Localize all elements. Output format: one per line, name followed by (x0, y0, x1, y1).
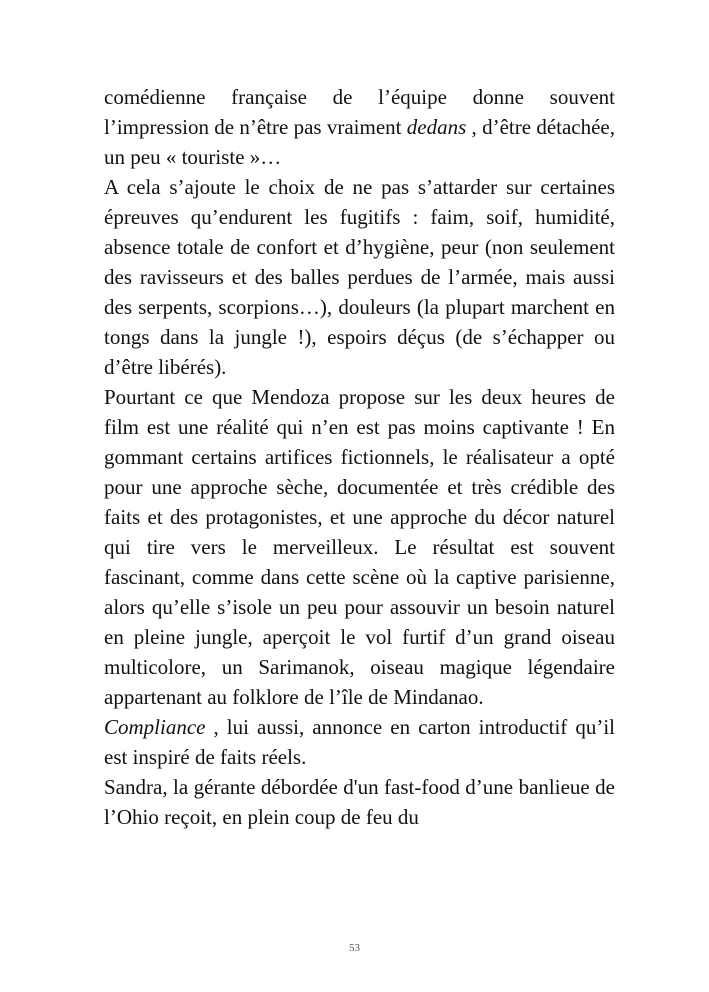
paragraph-4 (104, 712, 615, 772)
paragraph-4-text: , lui aussi, annonce en carton introductif qu’il est inspiré de faits réels. (104, 715, 615, 769)
paragraph-5: Sandra, la gérante débordée d'un fast-food d’une banlieue de l’Ohio reçoit, en plein coup de feu du (104, 775, 615, 829)
paragraph-1-text-before: comédienne française de l’équipe donne souvent l’impression de n’être pas vraiment (104, 85, 615, 139)
paragraph-2: A cela s’ajoute le choix de ne pas s’attarder sur certaines épreuves qu’endurent les fugitifs : faim, soif, humidité, absence totale de confort et d’hygiène, peur (non seulement des ravisseurs et des balles perdues de l’armée, mais aussi des serpents, scorpions…), douleurs (la plupart marchent en tongs dans la jungle !), espoirs déçus (de s’échapper ou d’être libérés). (104, 175, 615, 379)
paragraph-1 (104, 82, 615, 172)
paragraph-1-italic-word: dedans (406, 115, 467, 139)
paragraph-3: Pourtant ce que Mendoza propose sur les deux heures de film est une réalité qui n’en est pas moins captivante ! En gommant certains artifices fictionnels, le réalisateur a opté pour une approche sèche, documentée et très crédible des faits et des protagonistes, et une approche du décor naturel qui tire vers le merveilleux. Le résultat est souvent fascinant, comme dans cette scène où la captive parisienne, alors qu’elle s’isole un peu pour assouvir un besoin naturel en pleine jungle, aperçoit le vol furtif d’un grand oiseau multicolore, un Sarimanok, oiseau magique légendaire appartenant au folklore de l’île de Mindanao. (104, 385, 615, 709)
page-number: 53 (349, 942, 360, 954)
page-body-text (104, 82, 615, 832)
film-title-italic: Compliance (104, 715, 206, 739)
paragraph-1-text-after: , d’être détachée, un peu « touriste »… (104, 115, 616, 169)
